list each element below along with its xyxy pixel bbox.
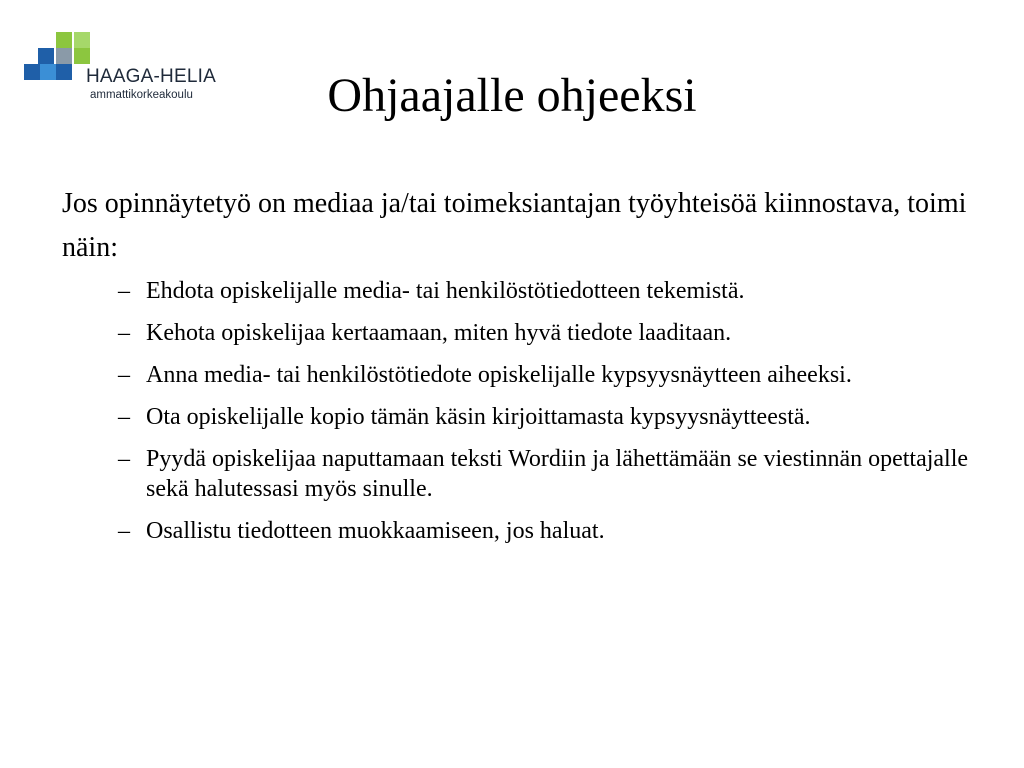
list-item [118, 444, 982, 504]
bullet-list [62, 276, 982, 546]
list-item [118, 318, 982, 348]
bullet-text: Anna media- tai henkilöstötiedote opiskelijalle kypsyysnäytteen aiheeksi. [146, 362, 852, 388]
dash-marker: – [118, 446, 130, 472]
slide-title: Ohjaajalle ohjeeksi [327, 69, 697, 122]
slide-body [62, 182, 982, 558]
dash-marker: – [118, 362, 130, 388]
bullet-text: Ota opiskelijalle kopio tämän käsin kirjoittamasta kypsyysnäytteestä. [146, 404, 811, 430]
dash-marker: – [118, 278, 130, 304]
list-item [118, 516, 982, 546]
bullet-text: Kehota opiskelijaa kertaamaan, miten hyvä tiedote laaditaan. [146, 320, 732, 346]
dash-marker: – [118, 320, 130, 346]
list-item [118, 402, 982, 432]
haaga-helia-logo [24, 28, 224, 108]
logo-subtitle: ammattikorkeakoulu [90, 89, 193, 101]
list-item [118, 276, 982, 306]
bullet-text: Pyydä opiskelijaa naputtamaan teksti Wordiin ja lähettämään se viestinnän opettajalle sekä halutessasi myös sinulle. [146, 446, 969, 502]
intro-text: Jos opinnäytetyö on mediaa ja/tai toimeksiantajan työyhteisöä kiinnostava, toimi näin: [62, 188, 967, 263]
logo-name: HAAGA-HELIA [86, 66, 216, 87]
dash-marker: – [118, 404, 130, 430]
logo-text [86, 66, 216, 102]
bullet-text: Osallistu tiedotteen muokkaamiseen, jos haluat. [146, 518, 605, 544]
dash-marker: – [118, 518, 130, 544]
list-item [118, 360, 982, 390]
bullet-text: Ehdota opiskelijalle media- tai henkilöstötiedotteen tekemistä. [146, 278, 745, 304]
